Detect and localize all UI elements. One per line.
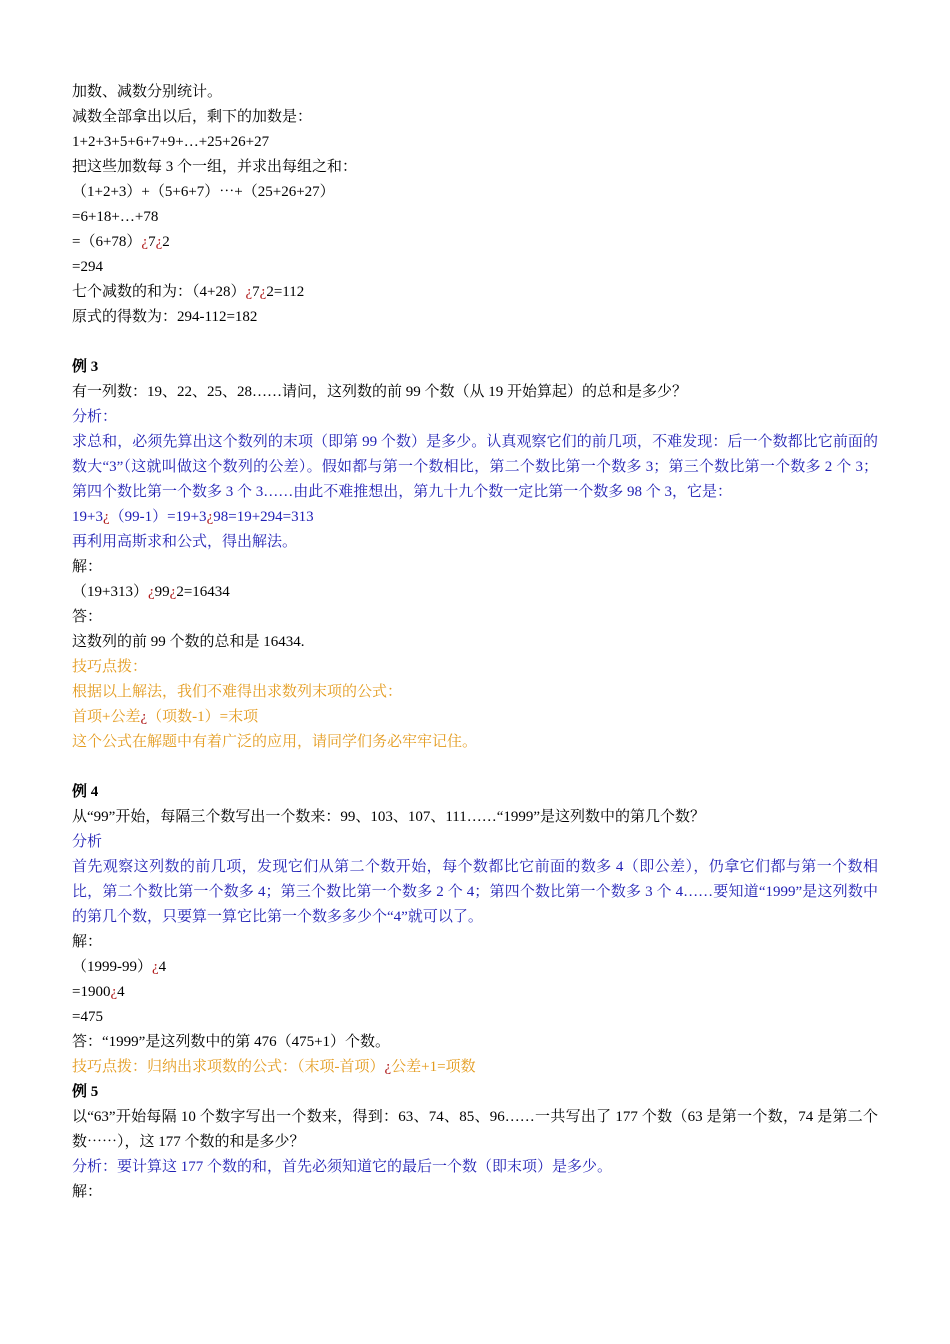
- intro-line-2: 减数全部拿出以后，剩下的加数是：: [72, 109, 313, 125]
- example-3-tip-formula: 首项+公差¿（项数-1）=末项: [72, 709, 259, 725]
- example-4-answer: 答：“1999”是这列数中的第 476（475+1）个数。: [72, 1034, 391, 1050]
- intro-line-9: 七个减数的和为：（4+28）¿7¿2=112: [72, 284, 305, 300]
- example-3-analysis-label: 分析：: [72, 409, 118, 425]
- intro-line-8: =294: [72, 259, 103, 275]
- example-4-solve-label: 解：: [72, 934, 103, 950]
- example-4-analysis-label: 分析: [72, 834, 103, 850]
- operator-glyph: ¿: [102, 509, 110, 525]
- example-5-analysis: 分析：要计算这 177 个数的和，首先必须知道它的最后一个数（即末项）是多少。: [72, 1159, 613, 1175]
- example-4-question: 从“99”开始，每隔三个数写出一个数来：99、103、107、111……“1999”是这列数中的第几个数？: [72, 809, 706, 825]
- example-4-step-2: =1900¿4: [72, 984, 125, 1000]
- operator-glyph: ¿: [152, 959, 159, 975]
- example-3-answer: 这数列的前 99 个数的总和是 16434.: [72, 634, 305, 650]
- intro-line-4: 把这些加数每 3 个一组，并求出每组之和：: [72, 159, 358, 175]
- operator-glyph: ¿: [155, 234, 163, 250]
- intro-line-3: 1+2+3+5+6+7+9+…+25+26+27: [72, 134, 270, 150]
- example-4-heading: 例 4: [72, 784, 99, 800]
- operator-glyph: ¿: [141, 234, 149, 250]
- document-body: [72, 80, 878, 1205]
- example-4-step-3: =475: [72, 1009, 103, 1025]
- operator-glyph: ¿: [110, 984, 118, 1000]
- operator-glyph: ¿: [169, 584, 177, 600]
- intro-line-10: 原式的得数为：294-112=182: [72, 309, 258, 325]
- example-3-calculation: 19+3¿（99-1）=19+3¿98=19+294=313: [72, 509, 314, 525]
- example-3-heading: 例 3: [72, 359, 99, 375]
- example-3-tip-label: 技巧点拨：: [72, 659, 148, 675]
- example-3-answer-label: 答：: [72, 609, 103, 625]
- operator-glyph: ¿: [140, 709, 148, 725]
- example-3-solve-label: 解：: [72, 559, 103, 575]
- example-4-analysis: 首先观察这列数的前几项，发现它们从第二个数开始，每个数都比它前面的数多 4（即公差），仍拿它们都与第一个数相比，第二个数比第一个数多 4；第三个数比第一个数多 2 个 4；第四个数比第一个数多 3 个 4……要知道“1999”是这列数中的第几个数，只要算一算它比第一个数多多少个“4”就可以了。: [72, 859, 878, 925]
- example-5-question: 以“63”开始每隔 10 个数字写出一个数来，得到：63、74、85、96……一共写出了 177 个数（63 是第一个数，74 是第二个数⋯⋯），这 177 个数的和是多少？: [72, 1109, 878, 1150]
- example-3-question: 有一列数：19、22、25、28……请问，这列数的前 99 个数（从 19 开始算起）的总和是多少？: [72, 384, 688, 400]
- operator-glyph: ¿: [245, 284, 253, 300]
- intro-line-1: 加数、减数分别统计。: [72, 84, 223, 100]
- intro-line-7: =（6+78）¿7¿2: [72, 234, 170, 250]
- operator-glyph: ¿: [147, 584, 155, 600]
- example-4-tip: 技巧点拨：归纳出求项数的公式：（末项-首项）¿公差+1=项数: [72, 1059, 476, 1075]
- intro-line-5: （1+2+3）+（5+6+7）⋯+（25+26+27）: [72, 184, 335, 200]
- example-5-solve-label: 解：: [72, 1184, 103, 1200]
- example-5-heading: 例 5: [72, 1084, 99, 1100]
- example-3-tip-line-1: 根据以上解法，我们不难得出求数列末项的公式：: [72, 684, 403, 700]
- operator-glyph: ¿: [206, 509, 214, 525]
- example-3-solution: （19+313）¿99¿2=16434: [72, 584, 230, 600]
- example-4-step-1: （1999-99）¿4: [72, 959, 167, 975]
- operator-glyph: ¿: [259, 284, 267, 300]
- example-3-method: 再利用高斯求和公式，得出解法。: [72, 534, 298, 550]
- operator-glyph: ¿: [384, 1059, 392, 1075]
- example-3-analysis: 求总和，必须先算出这个数列的末项（即第 99 个数）是多少。认真观察它们的前几项，不难发现：后一个数都比它前面的数大“3”（这就叫做这个数列的公差）。假如都与第一个数相比，第二个数比第一个数多 3；第三个数比第一个数多 2 个 3；第四个数比第一个数多 3 个 3……由此不难推想出，第九十九个数一定比第一个数多 98 个 3，它是：: [72, 434, 878, 500]
- example-3-tip-line-3: 这个公式在解题中有着广泛的应用，请同学们务必牢牢记住。: [72, 734, 478, 750]
- spacer: [72, 755, 878, 780]
- spacer: [72, 330, 878, 355]
- intro-line-6: =6+18+…+78: [72, 209, 159, 225]
